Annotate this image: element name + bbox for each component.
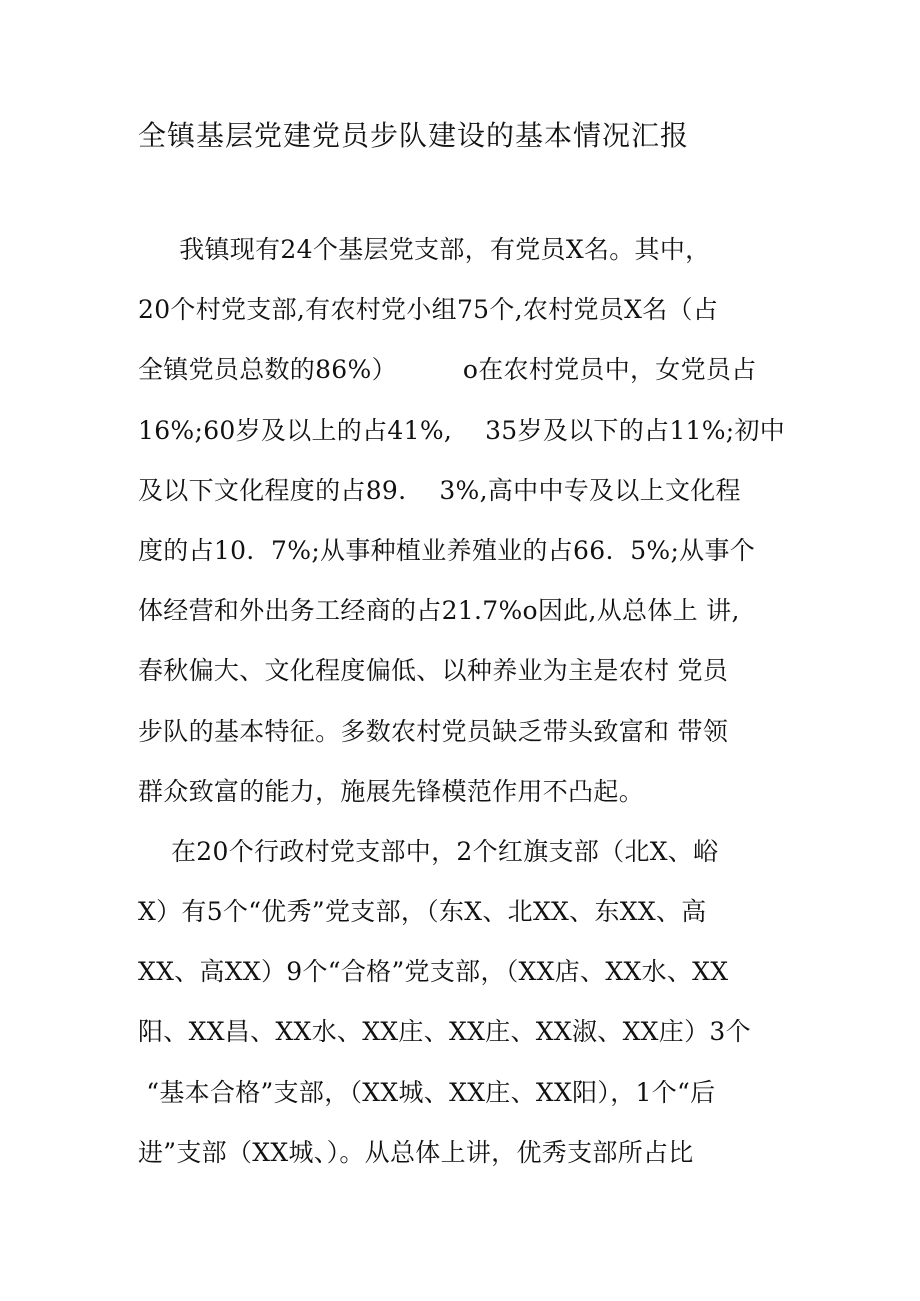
- document-title: 全镇基层党建党员步队建设的基本情况汇报: [138, 119, 690, 152]
- text-line: “基本合格”支部，（XX城、XX庄、XX阳），1个“后: [138, 1077, 716, 1107]
- text-line: 16%;60岁及以上的占41%, 35岁及以下的占11%;初中: [138, 415, 786, 445]
- text-line: 及以下文化程度的占89. 3%,高中中专及以上文化程: [138, 475, 741, 505]
- text-line: 全镇党员总数的86%） o在农村党员中，女党员占: [138, 355, 757, 385]
- text-line: 步队的基本特征。多数农村党员缺乏带头致富和 带领: [138, 716, 729, 746]
- paragraph-1: [138, 220, 798, 822]
- text-line: 春秋偏大、文化程度偏低、以种养业为主是农村 党员: [138, 656, 729, 686]
- text-line: 20个村党支部,有农村党小组75个,农村党员X名（占: [138, 295, 719, 325]
- document-body: [138, 220, 798, 1183]
- text-line: 我镇现有24个基层党支部，有党员X名。其中，: [138, 235, 711, 264]
- text-line: X）有5个“优秀”党支部，（东X、北XX、东XX、高: [138, 897, 707, 927]
- text-line: 度的占10. 7%;从事种植业养殖业的占66. 5%;从事个: [138, 535, 756, 565]
- text-line: 进”支部（XX城、）。从总体上讲，优秀支部所占比: [138, 1137, 694, 1167]
- paragraph-2: [138, 822, 798, 1183]
- text-line: XX、高XX）9个“合格”党支部，（XX店、XX水、XX: [138, 957, 729, 987]
- text-line: 阳、XX昌、XX水、XX庄、XX庄、XX淑、XX庄）3个: [138, 1017, 751, 1047]
- text-line: 群众致富的能力，施展先锋模范作用不凸起。: [138, 776, 645, 806]
- text-line: 在20个行政村党支部中，2个红旗支部（北X、峪: [138, 836, 719, 866]
- text-line: 体经营和外出务工经商的占21.7%o因此,从总体上 讲,: [138, 596, 740, 626]
